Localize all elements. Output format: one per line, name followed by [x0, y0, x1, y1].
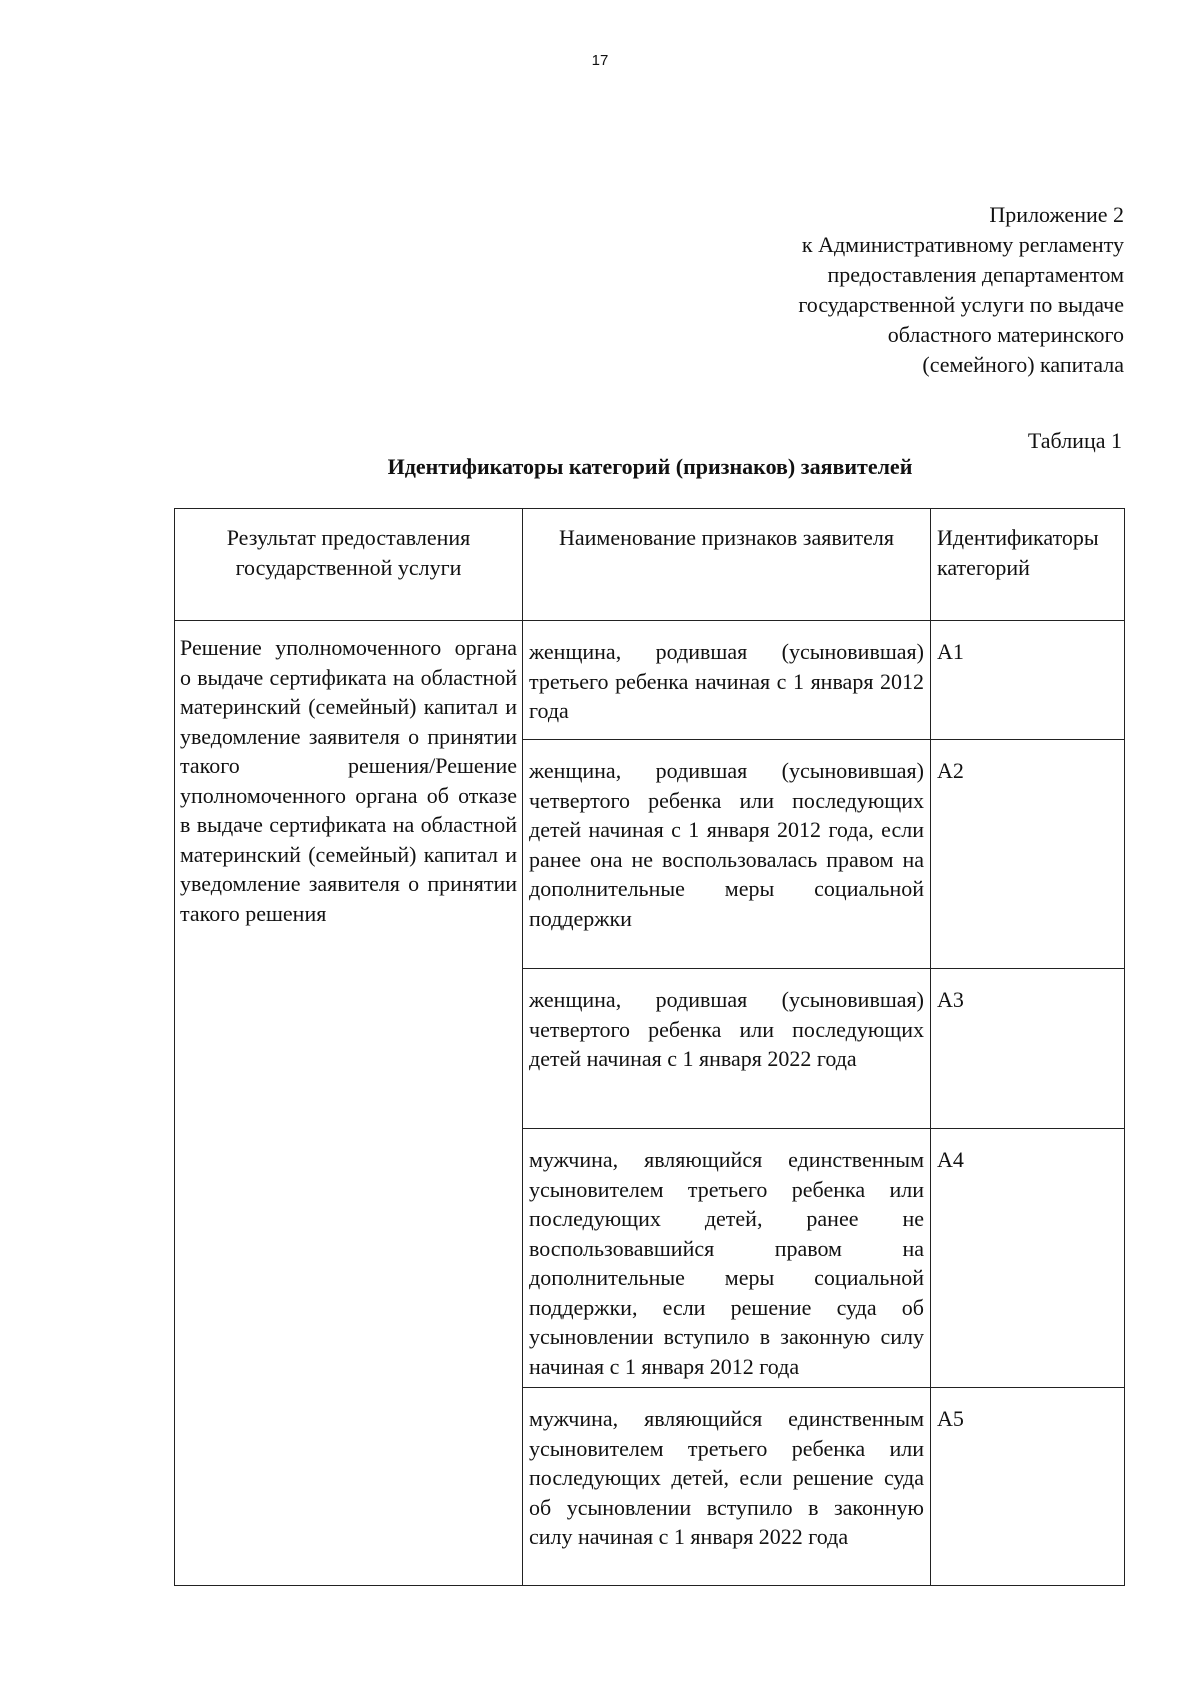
applicant-name-text: мужчина, являющийся единственным усыновителем третьего ребенка или последующих детей, если решение суда об усыновлении вступило в законную силу начиная с 1 января 2022 года: [529, 1406, 924, 1549]
result-text: Решение уполномоченного органа о выдаче сертификата на областной материнский (семейный) капитал и уведомление заявителя о принятии такого решения/Решение уполномоченного органа об отказе в выдаче сертификата на областной материнский (семейный) капитал и уведомление заявителя о принятии такого решения: [180, 635, 517, 926]
category-id-text: А3: [937, 987, 964, 1012]
header-id-text: Идентификаторы категорий: [937, 525, 1099, 580]
category-id-text: А1: [937, 639, 964, 664]
appendix-line: государственной услуги по выдаче: [798, 292, 1124, 317]
category-id-cell: [931, 1129, 1125, 1388]
applicant-name-text: женщина, родившая (усыновившая) третьего ребенка начиная с 1 января 2012 года: [529, 639, 924, 723]
applicant-name-cell: [523, 1388, 931, 1586]
applicant-name-cell: [523, 621, 931, 740]
category-id-text: А2: [937, 758, 964, 783]
applicant-name-cell: [523, 969, 931, 1129]
table-row: [175, 621, 1125, 740]
header-name-text: Наименование признаков заявителя: [558, 525, 894, 550]
category-id-cell: [931, 621, 1125, 740]
header-id: [931, 509, 1125, 621]
appendix-line: (семейного) капитала: [922, 352, 1124, 377]
appendix-line: к Административному регламенту: [801, 232, 1124, 257]
applicant-name-text: женщина, родившая (усыновившая) четвертого ребенка или последующих детей начиная с 1 января 2022 года: [529, 987, 924, 1071]
applicant-name-cell: [523, 740, 931, 969]
applicant-name-text: женщина, родившая (усыновившая) четвертого ребенка или последующих детей начиная с 1 января 2012 года, если ранее она не воспользовалась правом на дополнительные меры социальной поддержки: [529, 758, 924, 931]
result-cell: [175, 621, 523, 1586]
appendix-line: Приложение 2: [989, 202, 1124, 227]
category-id-cell: [931, 740, 1125, 969]
page-number: 17: [591, 52, 609, 69]
categories-table: [174, 508, 1125, 1586]
header-result: [175, 509, 523, 621]
category-id-text: А4: [937, 1147, 964, 1172]
document-title: Идентификаторы категорий (признаков) заявителей: [387, 454, 913, 479]
header-result-text: Результат предоставления государственной услуги: [226, 525, 471, 580]
appendix-header: [524, 200, 1124, 380]
header-name: [523, 509, 931, 621]
table-label: Таблица 1: [1027, 428, 1122, 453]
category-id-text: А5: [937, 1406, 964, 1431]
category-id-cell: [931, 969, 1125, 1129]
applicant-name-text: мужчина, являющийся единственным усыновителем третьего ребенка или последующих детей, ранее не воспользовавшийся правом на дополнительные меры социальной поддержки, если решение суда об усыновлении вступило в законную силу начиная с 1 января 2012 года: [529, 1147, 924, 1379]
appendix-line: предоставления департаментом: [827, 262, 1124, 287]
table-header-row: [175, 509, 1125, 621]
applicant-name-cell: [523, 1129, 931, 1388]
appendix-line: областного материнского: [887, 322, 1124, 347]
category-id-cell: [931, 1388, 1125, 1586]
